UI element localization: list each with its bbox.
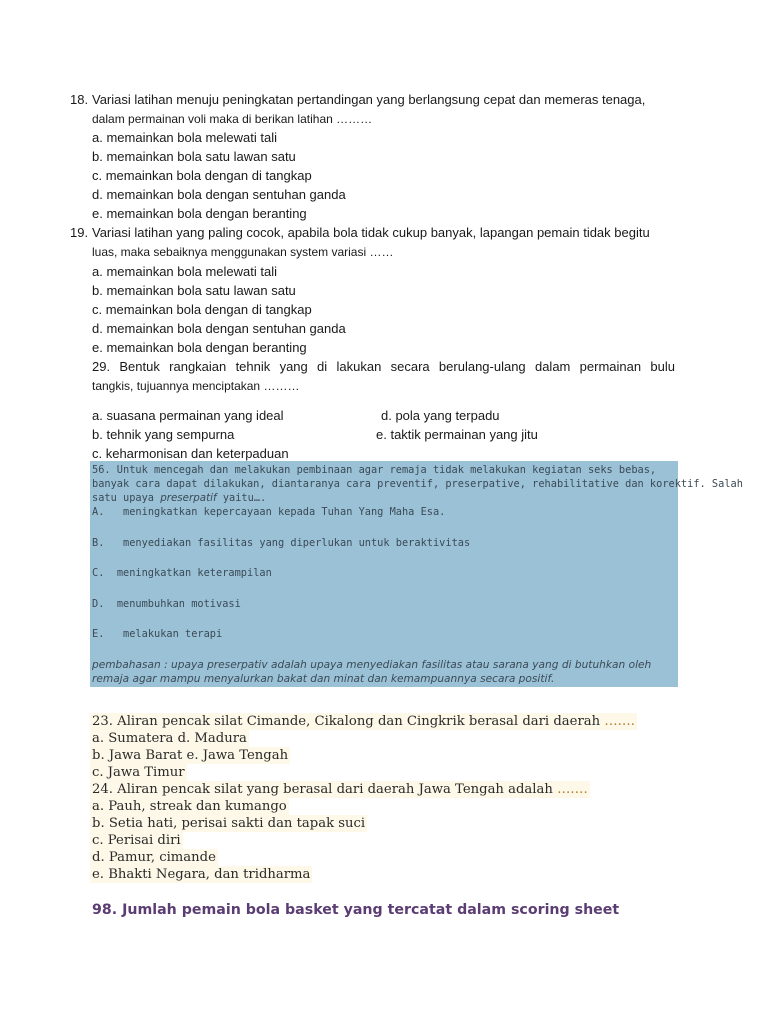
question-text-italic: preserpatif	[160, 492, 217, 504]
question-text: 56. Untuk mencegah dan melakukan pembinaan agar remaja tidak melakukan kegiatan seks bebas,	[92, 464, 657, 476]
option-label: A.	[92, 506, 105, 518]
answer-option: c. keharmonisan dan keterpaduan	[92, 446, 289, 461]
answer-line: d. Pamur, cimande	[92, 850, 216, 865]
question-text	[90, 781, 590, 798]
answer-option-b	[92, 536, 470, 550]
answer-option: b. memainkan bola satu lawan satu	[92, 283, 296, 298]
question-number: 19.	[70, 225, 89, 240]
answer-option: e. taktik permainan yang jitu	[376, 427, 538, 442]
question-text-main: 23. Aliran pencak silat Cimande, Cikalong dan Cingkrik berasal dari daerah	[92, 714, 601, 729]
answer-line: c. Jawa Timur	[92, 765, 185, 780]
answer-option-c	[92, 566, 272, 580]
discussion-text: remaja agar mampu menyalurkan bakat dan minat dan kemampuannya secara positif.	[92, 673, 555, 685]
question-text: Variasi latihan yang paling cocok, apabila bola tidak cukup banyak, lapangan pemain tidak begitu	[92, 225, 650, 240]
option-label: C.	[92, 567, 105, 579]
option-text: meningkatkan keterampilan	[116, 567, 272, 579]
option-label: D.	[92, 598, 105, 610]
answer-option: d. memainkan bola dengan sentuhan ganda	[92, 187, 346, 202]
question-text: tangkis, tujuannya menciptakan ………	[92, 379, 300, 393]
question-dots: …….	[557, 782, 588, 797]
answer-option: e. memainkan bola dengan beranting	[92, 206, 307, 221]
highlighted-question-56	[90, 461, 743, 687]
option-label: E.	[92, 628, 105, 640]
answer-option-d	[92, 597, 241, 611]
answer-option: a. memainkan bola melewati tali	[92, 130, 277, 145]
question-text-part: satu upaya	[92, 492, 161, 504]
answer-option-a	[92, 505, 445, 519]
question-98-heading: 98. Jumlah pemain bola basket yang tercatat dalam scoring sheet	[92, 902, 620, 918]
question-text	[90, 713, 637, 730]
answer-line: b. Jawa Barat e. Jawa Tengah	[92, 748, 289, 763]
answer-option: e. memainkan bola dengan beranting	[92, 340, 307, 355]
answer-option: b. memainkan bola satu lawan satu	[92, 149, 296, 164]
question-text: banyak cara dapat dilakukan, diantaranya cara preventif, preserpative, rehabilitative dan korektif. Salah	[92, 478, 743, 490]
question-number: 18.	[70, 92, 89, 107]
question-dots: …….	[604, 714, 635, 729]
discussion-text: pembahasan : upaya preserpativ adalah upaya menyediakan fasilitas atau sarana yang di butuhkan oleh	[92, 659, 652, 671]
answer-option: b. tehnik yang sempurna	[92, 427, 235, 442]
question-text: Variasi latihan menuju peningkatan pertandingan yang berlangsung cepat dan memeras tenaga,	[92, 92, 646, 107]
answer-option-e	[92, 627, 222, 641]
option-text: meningkatkan kepercayaan kepada Tuhan Yang Maha Esa.	[123, 506, 446, 518]
answer-line: a. Sumatera d. Madura	[92, 731, 247, 746]
question-text-main: 24. Aliran pencak silat yang berasal dari daerah Jawa Tengah adalah	[92, 782, 553, 797]
option-text: menumbuhkan motivasi	[116, 598, 241, 610]
answer-option: a. memainkan bola melewati tali	[92, 264, 277, 279]
answer-option: c. memainkan bola dengan di tangkap	[92, 302, 312, 317]
answer-line: c. Perisai diri	[92, 833, 181, 848]
answer-line: e. Bhakti Negara, dan tridharma	[92, 867, 311, 882]
option-text: melakukan terapi	[123, 628, 223, 640]
question-text: dalam permainan voli maka di berikan latihan ………	[92, 112, 373, 126]
answer-option: c. memainkan bola dengan di tangkap	[92, 168, 312, 183]
question-text	[92, 491, 266, 505]
answer-option: a. suasana permainan yang ideal	[92, 408, 284, 423]
question-text: 29. Bentuk rangkaian tehnik yang di lakukan secara berulang-ulang dalam permainan bulu	[92, 359, 675, 374]
question-text-part: yaitu….	[216, 492, 267, 504]
answer-line: b. Setia hati, perisai sakti dan tapak suci	[92, 816, 366, 831]
option-label: B.	[92, 537, 105, 549]
option-text: menyediakan fasilitas yang diperlukan untuk beraktivitas	[123, 537, 471, 549]
answer-option: d. pola yang terpadu	[381, 408, 500, 423]
answer-line: a. Pauh, streak dan kumango	[92, 799, 287, 814]
question-text: luas, maka sebaiknya menggunakan system variasi ……	[92, 245, 394, 259]
answer-option: d. memainkan bola dengan sentuhan ganda	[92, 321, 346, 336]
